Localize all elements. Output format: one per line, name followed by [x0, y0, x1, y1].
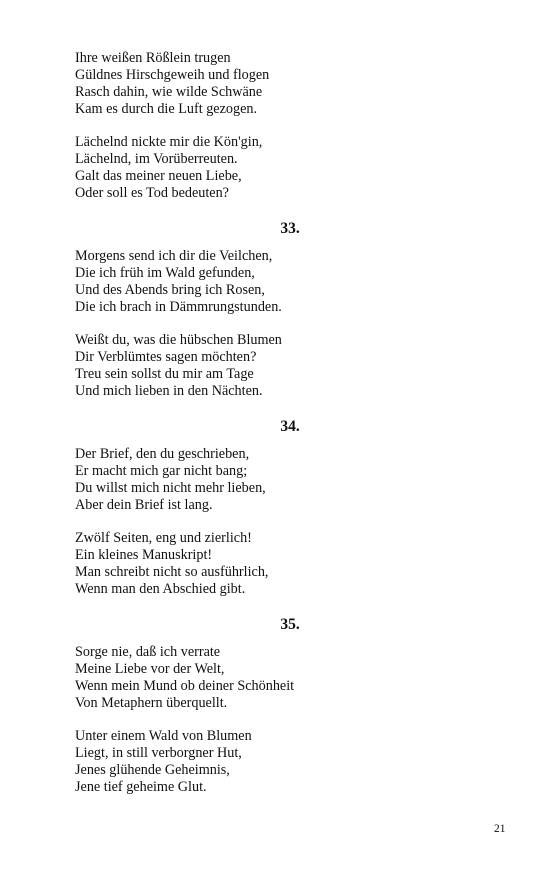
- poem-number: 35.: [280, 616, 300, 633]
- verse-line: Güldnes Hirschgeweih und flogen: [75, 67, 270, 83]
- verse-line: Unter einem Wald von Blumen: [75, 728, 252, 744]
- verse-line: Ihre weißen Rößlein trugen: [75, 50, 231, 66]
- stanza: [75, 332, 505, 400]
- stanza: [75, 134, 505, 202]
- verse-line: Er macht mich gar nicht bang;: [75, 463, 248, 479]
- verse-line: Man schreibt nicht so ausführlich,: [75, 564, 269, 580]
- verse-line: Meine Liebe vor der Welt,: [75, 661, 225, 677]
- verse-line: Lächelnd, im Vorüberreuten.: [75, 151, 238, 167]
- stanza: [75, 50, 505, 118]
- verse-line: Weißt du, was die hübschen Blumen: [75, 332, 282, 348]
- verse-line: Lächelnd nickte mir die Kön'gin,: [75, 134, 263, 150]
- poem-34: [75, 418, 505, 598]
- stanza: [75, 446, 505, 514]
- verse-line: Treu sein sollst du mir am Tage: [75, 366, 254, 382]
- verse-line: Dir Verblümtes sagen möchten?: [75, 349, 257, 365]
- verse-line: Und des Abends bring ich Rosen,: [75, 282, 265, 298]
- stanza: [75, 728, 505, 796]
- verse-line: Sorge nie, daß ich verrate: [75, 644, 221, 660]
- verse-line: Der Brief, den du geschrieben,: [75, 446, 250, 462]
- verse-line: Rasch dahin, wie wilde Schwäne: [75, 84, 263, 100]
- verse-line: Und mich lieben in den Nächten.: [75, 383, 263, 399]
- verse-line: Ein kleines Manuskript!: [75, 547, 213, 563]
- stanza: [75, 644, 505, 712]
- stanza: [75, 248, 505, 316]
- verse-line: Kam es durch die Luft gezogen.: [75, 101, 258, 117]
- page-body: [75, 50, 505, 812]
- page-number: 21: [494, 823, 506, 835]
- verse-line: Galt das meiner neuen Liebe,: [75, 168, 242, 184]
- verse-line: Die ich brach in Dämmrungstunden.: [75, 299, 282, 315]
- verse-line: Jenes glühende Geheimnis,: [75, 762, 230, 778]
- poem-number: 34.: [280, 418, 300, 435]
- verse-line: Zwölf Seiten, eng und zierlich!: [75, 530, 252, 546]
- verse-line: Wenn mein Mund ob deiner Schönheit: [75, 678, 295, 694]
- poem-number: 33.: [280, 220, 300, 237]
- stanza: [75, 530, 505, 598]
- verse-line: Liegt, in still verborgner Hut,: [75, 745, 242, 761]
- verse-line: Jene tief geheime Glut.: [75, 779, 207, 795]
- verse-line: Du willst mich nicht mehr lieben,: [75, 480, 266, 496]
- verse-line: Wenn man den Abschied gibt.: [75, 581, 246, 597]
- verse-line: Morgens send ich dir die Veilchen,: [75, 248, 273, 264]
- poem-33: [75, 220, 505, 400]
- poem-35: [75, 616, 505, 796]
- verse-line: Die ich früh im Wald gefunden,: [75, 265, 255, 281]
- verse-line: Von Metaphern überquellt.: [75, 695, 228, 711]
- verse-line: Aber dein Brief ist lang.: [75, 497, 213, 513]
- poem-fragment: [75, 50, 505, 202]
- verse-line: Oder soll es Tod bedeuten?: [75, 185, 229, 201]
